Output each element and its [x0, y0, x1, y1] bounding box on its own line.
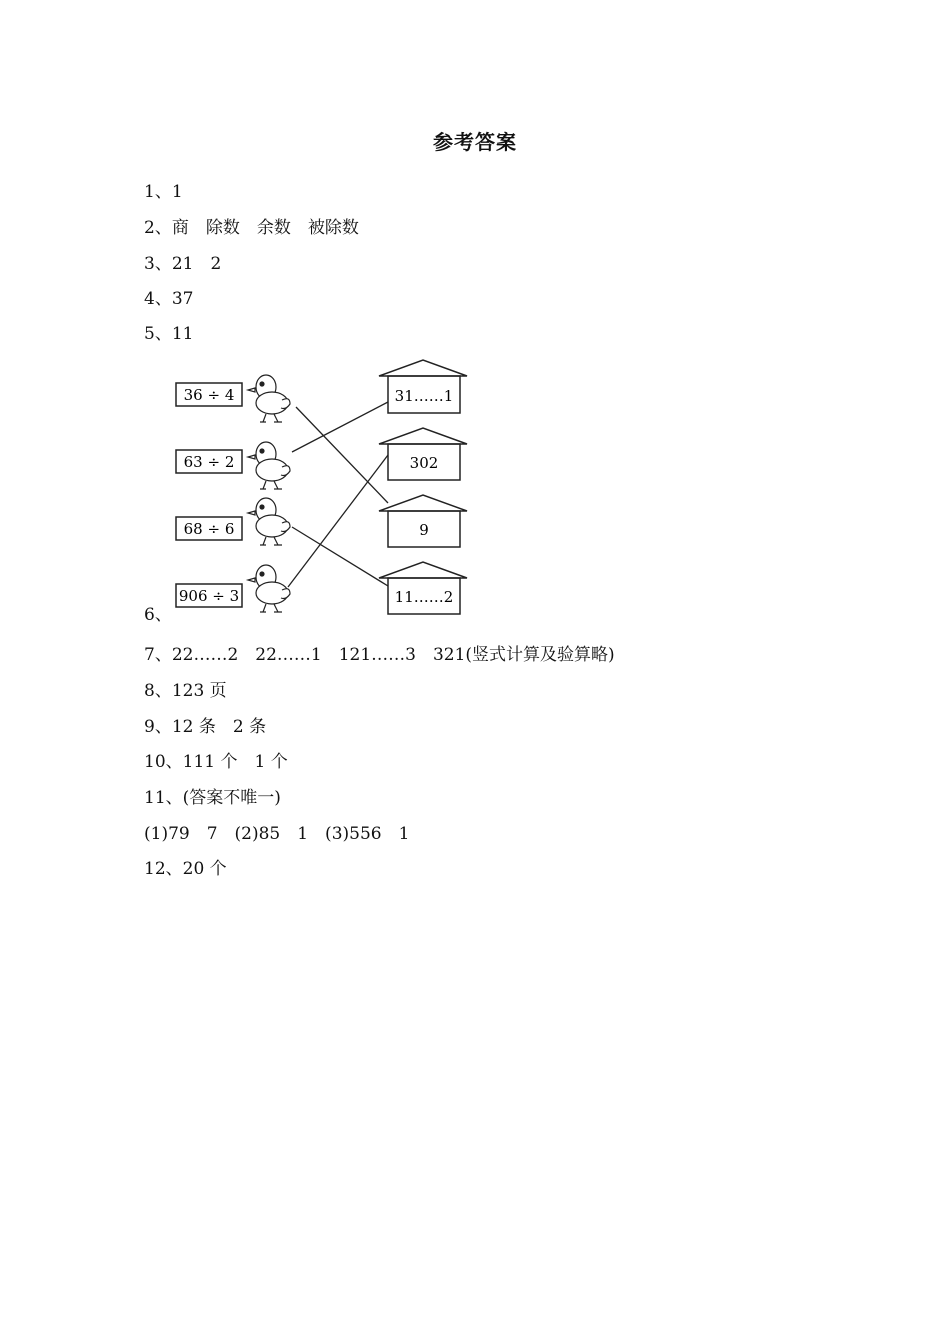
match-line-3	[292, 527, 388, 586]
expression-card-1	[176, 383, 242, 406]
answer-9: 9、12 条 2 条	[144, 717, 267, 737]
chick-icon	[248, 498, 290, 545]
expression-label: 68 ÷ 6	[183, 520, 235, 538]
chick-icon	[248, 565, 290, 612]
house-card-3	[379, 495, 467, 547]
result-label: 11……2	[394, 588, 454, 606]
answer-2: 2、商 除数 余数 被除数	[144, 218, 359, 238]
expression-label: 906 ÷ 3	[178, 587, 240, 605]
house-card-4	[379, 562, 467, 614]
answer-11-parts: (1)79 7 (2)85 1 (3)556 1	[144, 824, 410, 844]
answer-7: 7、22……2 22……1 121……3 321(竖式计算及验算略)	[144, 645, 615, 665]
house-card-1	[379, 360, 467, 413]
chick-icon	[248, 442, 290, 489]
expression-label: 63 ÷ 2	[183, 453, 235, 471]
matching-diagram	[170, 355, 480, 623]
page-title: 参考答案	[433, 130, 517, 154]
answer-11: 11、(答案不唯一)	[144, 788, 281, 808]
answer-10: 10、111 个 1 个	[144, 752, 288, 772]
expression-card-3	[176, 517, 242, 540]
answer-12: 12、20 个	[144, 859, 227, 879]
result-label: 31……1	[394, 387, 454, 405]
answer-4: 4、37	[144, 289, 194, 309]
match-line-2	[292, 402, 388, 452]
answer-8: 8、123 页	[144, 681, 227, 701]
result-label: 302	[409, 454, 439, 472]
match-line-1	[296, 407, 388, 503]
house-card-2	[379, 428, 467, 480]
answer-5: 5、11	[144, 324, 194, 344]
expression-label: 36 ÷ 4	[183, 386, 235, 404]
answer-1: 1、1	[144, 182, 183, 202]
answer-3: 3、21 2	[144, 254, 222, 274]
answer-6: 6、	[144, 605, 172, 625]
expression-card-4	[176, 584, 242, 607]
result-label: 9	[419, 521, 429, 539]
match-line-4	[288, 455, 388, 587]
chick-icon	[248, 375, 290, 422]
expression-card-2	[176, 450, 242, 473]
